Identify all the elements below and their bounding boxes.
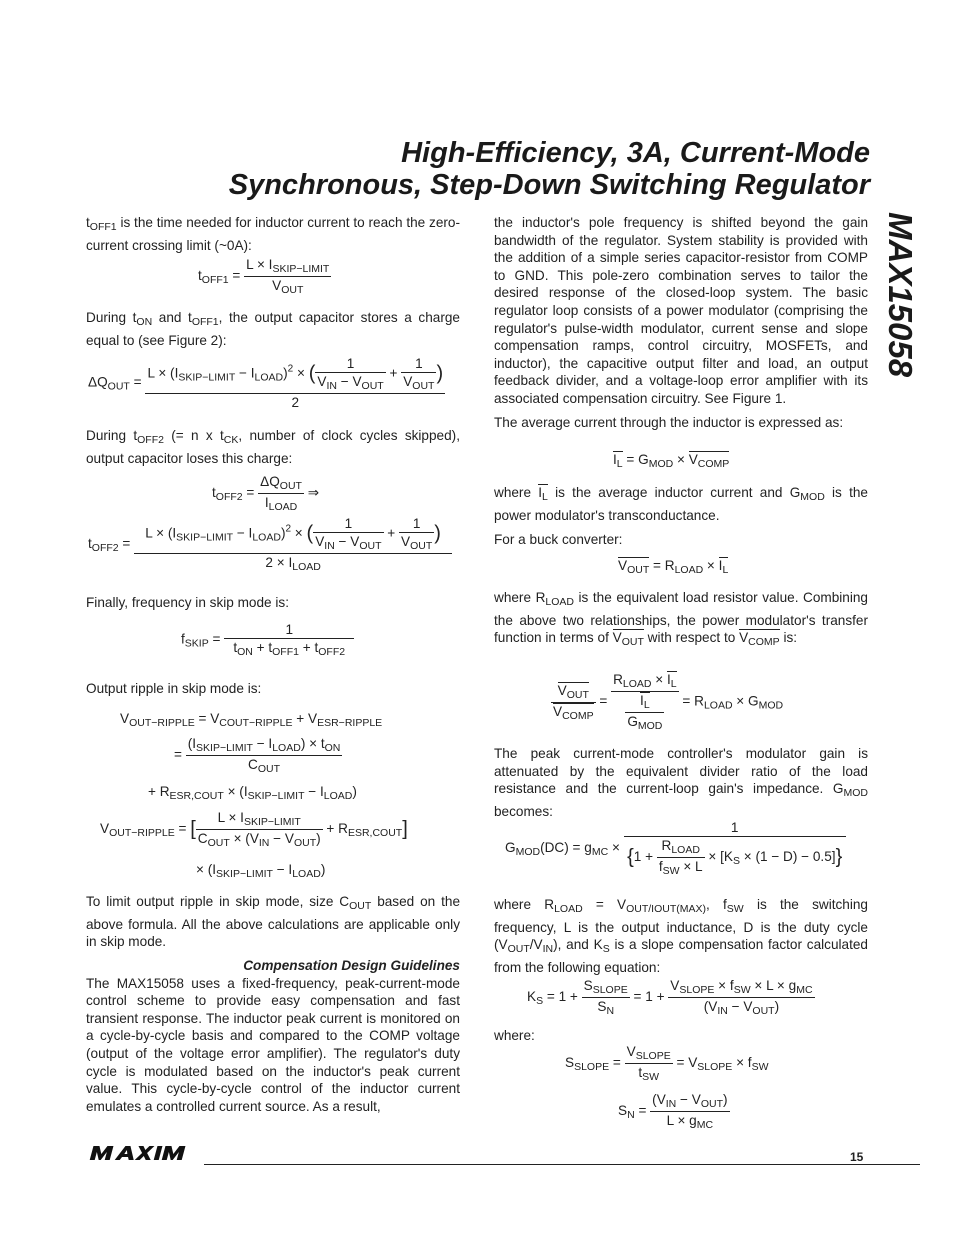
left-column-freq: [86, 594, 460, 612]
equation-ks: $K_S = 1$ + $\frac{S_{SLOPE}}{S_N}$ = 1 + $\frac{V_{SLOPE} \times f_{SW} \times L \times g_{MC}}{(V_{IN} - V_{OUT})}$: [527, 978, 813, 1017]
paragraph: For a buck converter:: [494, 532, 623, 548]
paragraph: where $R_{LOAD}$ is the equivalent load resistor value. Combining the above two relationships, the power modulator's transfer function in terms of $V_{OUT}$ with respect to $V_{COMP}$ is:: [494, 590, 868, 649]
equation-ripple-4: $V_{OUT-RIPPLE}$ = [ $\frac{L \times I_{SKIP-LIMIT}}{C_{OUT} \times (V_{IN} - V_{OUT})}$ + $R_{ESR,COUT}$]: [100, 810, 408, 849]
equation-delta-q: $\Delta Q_{OUT}$ = $L \times (I_{SKIP-LIMIT} - I_{LOAD})^2$ × ( $\frac{1}{V_{IN} - V_{OUT}}$ + $\frac{1}{V_{OUT}}$ ) 2: [88, 356, 445, 410]
part-number-sidebar: [873, 212, 933, 512]
title-line-2: Synchronous, Step-Down Switching Regulator: [228, 169, 870, 201]
right-column-where-il: [494, 484, 868, 549]
equation-ripple-1: $V_{OUT-RIPPLE} = V_{COUT-RIPPLE} + V_{ESR-RIPPLE}$: [120, 711, 383, 729]
paragraph: Output ripple in skip mode is:: [86, 681, 262, 696]
paragraph: The MAX15058 uses a fixed-frequency, peak-current-mode control scheme to provide easy compensation and fast transient response. The inductor peak current is monitored on a cycle-by-cycle basis and compared to the COMP voltage (output of the voltage error amplifier). The regulator's duty cycle is modulated based on the inductor's peak current value. This cycle-by-cycle control of the inductor current emulates a controlled current source. As a result,: [86, 975, 460, 1114]
left-column-ripple: [86, 680, 460, 698]
paragraph: where:: [494, 1028, 535, 1043]
right-column-rload: [494, 589, 868, 652]
equation-toff2-b: $t_{OFF2}$ = $L \times (I_{SKIP-LIMIT} - I_{LOAD})^2$ × ( $\frac{1}{V_{IN} - V_{OUT}}$ + $\frac{1}{V_{OUT}}$ ) $2 \times I_{LOAD}$: [88, 516, 452, 573]
equation-toff1: $t_{OFF1}$ = $\frac{L \times I_{SKIP-LIMIT}}{V_{OUT}}$: [198, 257, 330, 296]
page-title: [130, 137, 870, 201]
right-column-where2: [494, 896, 868, 976]
title-line-1: High-Efficiency, 3A, Current-Mode: [401, 137, 870, 169]
paragraph: During $t_{OFF2}$ (= n x $t_{CK}$, number of clock cycles skipped), output capacitor loses this charge:: [86, 428, 460, 466]
equation-transfer: $\frac{V_{OUT}}{V_{COMP}}$ = $\frac{R_{LOAD} \times I_L}{\frac{I_L}{G_{MOD}}}$ = $R_{LOAD} \times G_{MOD}$: [553, 672, 784, 732]
equation-vout: $V_{OUT} = R_{LOAD} \times I_L$: [618, 558, 729, 576]
equation-ripple-3: + $R_{ESR,COUT} \times (I_{SKIP-LIMIT} - I_{LOAD})$: [148, 784, 357, 802]
equation-ripple-2: = $\frac{(I_{SKIP-LIMIT} - I_{LOAD}) \times t_{ON}}{C_{OUT}}$: [174, 736, 341, 775]
equation-fskip: $f_{SKIP}$ = $\frac{1}{t_{ON} + t_{OFF1} + t_{OFF2}}$: [181, 622, 354, 658]
left-column-comp: [86, 957, 460, 1115]
paragraph: the inductor's pole frequency is shifted beyond the gain bandwidth of the regulator. System stability is provided with the addition of a simple series capacitor-resistor from COMP to GND. This pole-zero combination serves to tailor the desired response of the closed-loop system. The basic regulator loop consists of a power modulator (comprising the regulator's pulse-width modulator, current sense and slope compensation ramps, control circuitry, MOSFETs, and inductor), the capacitive output filter and load, an output feedback divider, and a voltage-loop error amplifier with its associated compensation circuitry. See Figure 1.: [494, 215, 868, 406]
equation-sn: $S_N$ = $\frac{(V_{IN} - V_{OUT})}{L \times g_{MC}}$: [618, 1092, 728, 1131]
equation-il: $I_L = G_{MOD} \times V_{COMP}$: [613, 452, 730, 470]
paragraph: where $I_L$ is the average inductor current and $G_{MOD}$ is the power modulator's transconductance.: [494, 485, 868, 523]
right-column-where3: [494, 1027, 868, 1045]
paragraph: The average current through the inductor is expressed as:: [494, 414, 844, 430]
section-heading: Compensation Design Guidelines: [243, 958, 460, 973]
page-footer: [86, 1144, 886, 1168]
equation-sslope: $S_{SLOPE}$ = $\frac{V_{SLOPE}}{t_{SW}}$ = $V_{SLOPE} \times f_{SW}$: [565, 1044, 769, 1083]
left-column-top: [86, 214, 460, 254]
right-column-peak: [494, 745, 868, 820]
left-column-toff2: [86, 427, 460, 467]
paragraph: To limit output ripple in skip mode, size $C_{OUT}$ based on the above formula. All the above calculations are applicable only in skip mode.: [86, 894, 461, 950]
left-column-limit: [86, 893, 460, 951]
paragraph: During $t_{ON}$ and $t_{OFF1}$, the output capacitor stores a charge equal to (see Figure 2):: [86, 310, 460, 348]
paragraph: Finally, frequency in skip mode is:: [86, 595, 289, 610]
maxim-logo: [86, 1144, 200, 1162]
equation-gmod: $G_{MOD}(DC) = g_{MC}$ × 1 {1 + $\frac{R_{LOAD}}{f_{SW} \times L}$ × $[K_S \times (1 - D) - 0.5]$}: [505, 820, 846, 877]
paragraph: where $R_{LOAD} = V_{OUT/IOUT(MAX)}$, $f_{SW}$ is the switching frequency, L is the output inductance, D is the duty cycle $(V_{OUT}/V_{IN})$, and $K_S$ is a slope compensation factor calculated from the following equation:: [494, 897, 868, 975]
left-column-charge: [86, 309, 460, 349]
part-number: MAX15058: [882, 212, 919, 378]
equation-ripple-5: × $(I_{SKIP-LIMIT} - I_{LOAD})$: [196, 862, 326, 880]
paragraph: $t_{OFF1}$ is the time needed for inductor current to reach the zero-current crossing limit (~0A):: [86, 215, 460, 253]
equation-toff2-a: $t_{OFF2}$ = $\frac{\Delta Q_{OUT}}{I_{LOAD}}$ ⇒: [212, 474, 320, 513]
footer-rule: [204, 1164, 920, 1165]
page-number: 15: [850, 1150, 864, 1164]
right-column-top: [494, 214, 868, 431]
paragraph: The peak current-mode controller's modulator gain is attenuated by the equivalent divider ratio of the load resistance and the current-loop gain's impedance. $G_{MOD}$ becomes:: [494, 746, 868, 819]
